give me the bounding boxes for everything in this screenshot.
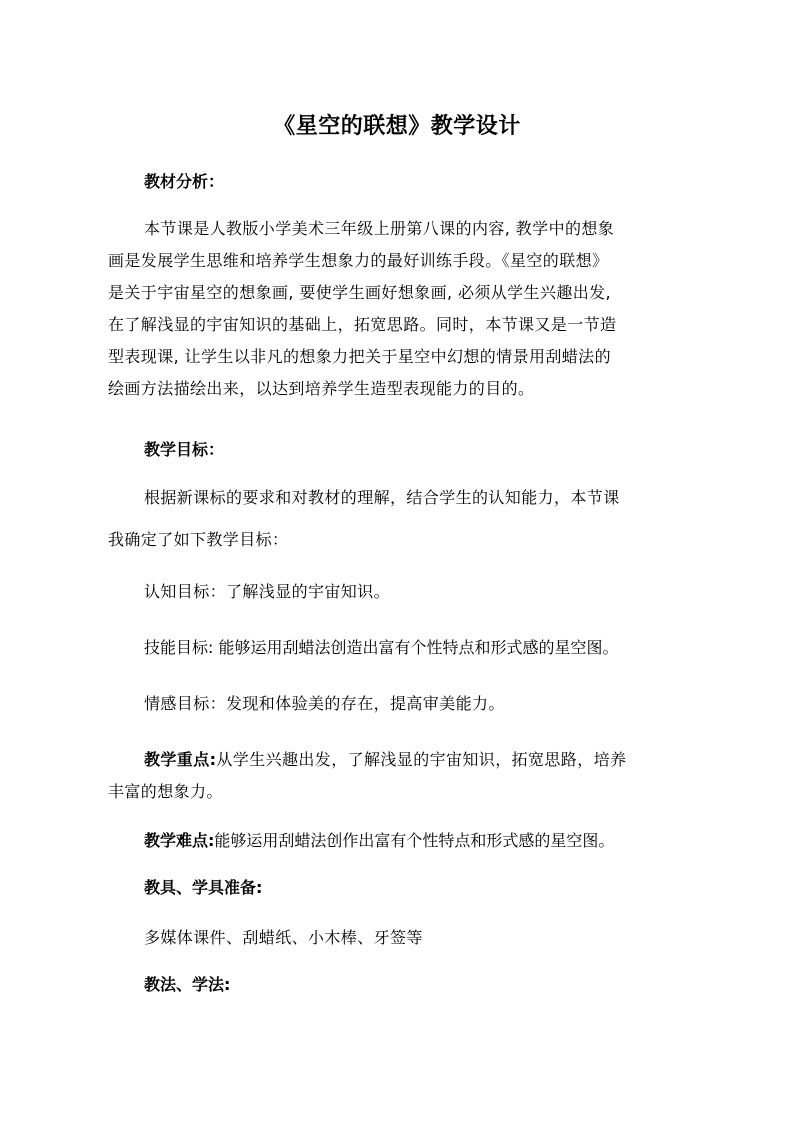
analysis-heading: 教材分析： <box>144 172 225 191</box>
key-point-line-2: 丰富的想象力。 <box>108 782 223 801</box>
key-point-label: 教学重点: <box>144 750 217 769</box>
key-point-text: 从学生兴趣出发，了解浅显的宇宙知识，拓宽思路，培养 <box>216 750 627 769</box>
analysis-line-5: 型表现课, 让学生以非凡的想象力把关于星空中幻想的情景用刮蜡法的 <box>108 347 611 366</box>
key-point-line-1 <box>144 748 696 772</box>
goals-intro-line-2: 我确定了如下教学目标： <box>108 530 289 549</box>
goals-intro-line-1: 根据新课标的要求和对教材的理解，结合学生的认知能力，本节课 <box>144 488 620 507</box>
analysis-line-1: 本节课是人教版小学美术三年级上册第八课的内容, 教学中的想象 <box>144 219 615 238</box>
methods-heading: 教法、学法: <box>144 975 231 994</box>
goal-skill: 技能目标: 能够运用刮蜡法创造出富有个性特点和形式感的星空图。 <box>144 638 619 657</box>
difficulty-text: 能够运用刮蜡法创作出富有个性特点和形式感的星空图。 <box>214 831 615 850</box>
document-title: 《星空的联想》教学设计 <box>273 114 521 139</box>
analysis-line-6: 绘画方法描绘出来，以达到培养学生造型表现能力的目的。 <box>108 379 535 398</box>
difficulty-line <box>144 829 696 853</box>
difficulty-label: 教学难点: <box>144 831 215 850</box>
goal-emotion: 情感目标：发现和体验美的存在，提高审美能力。 <box>144 694 505 713</box>
goal-cognitive: 认知目标：了解浅显的宇宙知识。 <box>144 582 391 601</box>
analysis-line-3: 是关于宇宙星空的想象画, 要使学生画好想象画, 必须从学生兴趣出发, <box>108 283 612 302</box>
analysis-line-4: 在了解浅显的宇宙知识的基础上，拓宽思路。同时，本节课又是一节造 <box>108 315 617 334</box>
tools-heading: 教具、学具准备: <box>144 878 263 897</box>
analysis-line-2: 画是发展学生思维和培养学生想象力的最好训练手段。《星空的联想》 <box>108 251 609 270</box>
tools-text: 多媒体课件、刮蜡纸、小木棒、牙签等 <box>144 928 423 947</box>
goals-heading: 教学目标： <box>144 440 225 459</box>
